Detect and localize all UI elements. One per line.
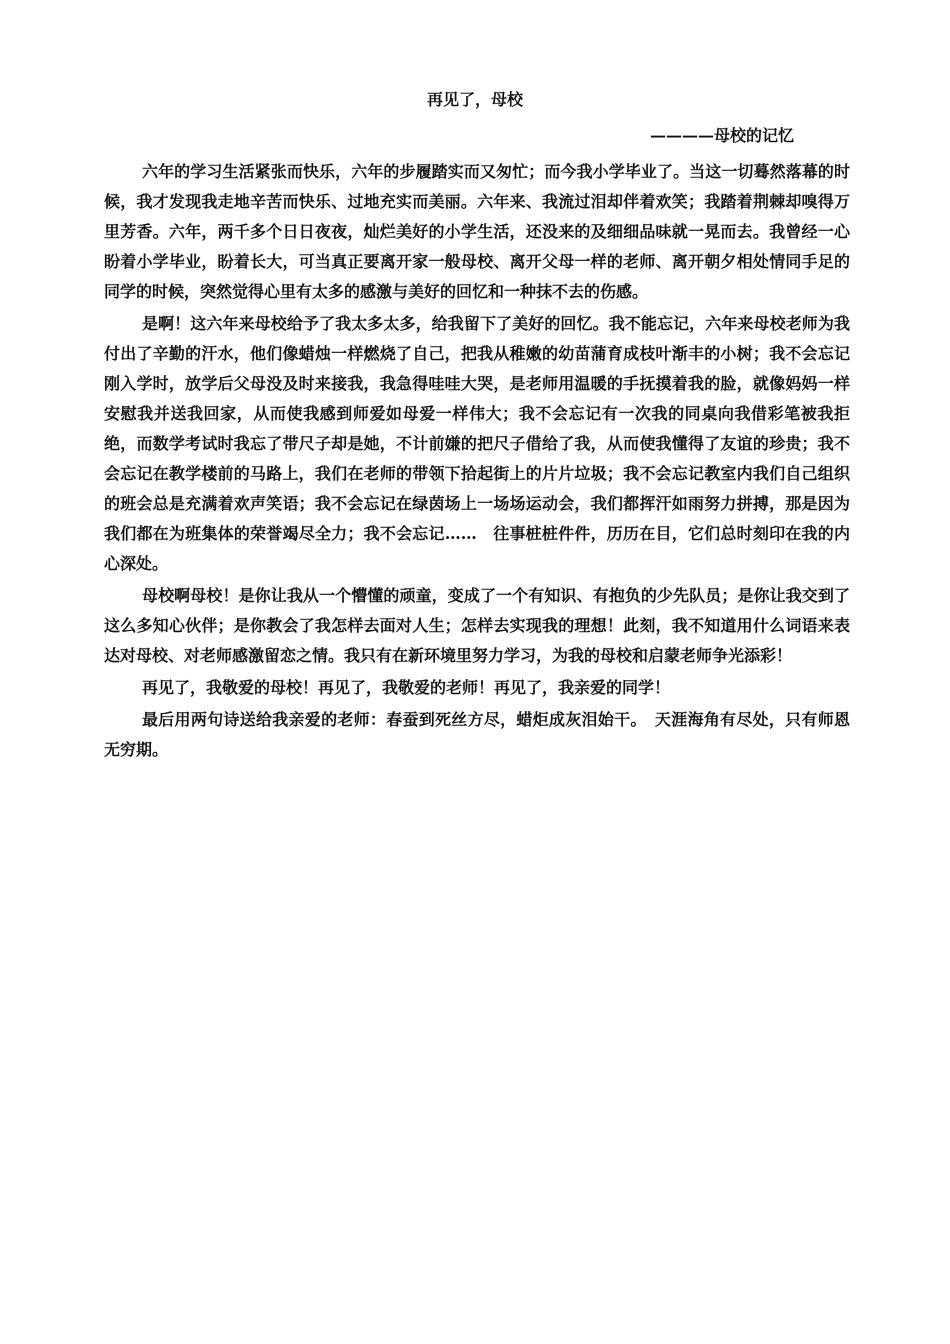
paragraph-5: 最后用两句诗送给我亲爱的老师：春蚕到死丝方尽，蜡炬成灰泪始干。 天涯海角有尽处，只有师恩无穷期。 bbox=[104, 710, 850, 759]
paragraph-2: 是啊！这六年来母校给予了我太多太多，给我留下了美好的回忆。我不能忘记，六年来母校老师为我付出了辛勤的汗水，他们像蜡烛一样燃烧了自己，把我从稚嫩的幼苗蒲育成枝叶渐丰的小树；我不会忘记刚入学时，放学后父母没及时来接我，我急得哇哇大哭，是老师用温暖的手抚摸着我的脸，就像妈妈一样安慰我并送我回家，从而使我感到师爱如母爱一样伟大；我不会忘记有一次我的同桌向我借彩笔被我拒绝，而数学考试时我忘了带尺子却是她，不计前嫌的把尺子借给了我，从而使我懂得了友谊的珍贵；我不会忘记在教学楼前的马路上，我们在老师的带领下拾起街上的片片垃圾；我不会忘记教室内我们自己组织的班会总是充满着欢声笑语；我不会忘记在绿茵场上一场场运动会，我们都挥汗如雨努力拼搏，那是因为我们都在为班集体的荣誉竭尽全力；我不会忘记…… 往事桩桩件件，历历在目，它们总时刻印在我的内心深处。 bbox=[104, 314, 850, 573]
paragraph-1: 六年的学习生活紧张而快乐，六年的步履踏实而又匆忙；而今我小学毕业了。当这一切蓦然落幕的时候，我才发现我走地辛苦而快乐、过地充实而美丽。六年来、我流过泪却伴着欢笑；我踏着荆棘却嗅得万里芳香。六年，两千多个日日夜夜，灿烂美好的小学生活，还没来的及细细品味就一晃而去。我曾经一心盼着小学毕业，盼着长大，可当真正要离开家一般母校、离开父母一样的老师、离开朝夕相处情同手足的同学的时候，突然觉得心里有太多的感激与美好的回忆和一种抹不去的伤感。 bbox=[104, 162, 850, 301]
paragraph-3: 母校啊母校！是你让我从一个懵懂的顽童，变成了一个有知识、有抱负的少先队员；是你让我交到了这么多知心伙伴；是你教会了我怎样去面对人生；怎样去实现我的理想！此刻，我不知道用什么词语来表达对母校、对老师感激留恋之情。我只有在新环境里努力学习，为我的母校和启蒙老师争光添彩！ bbox=[104, 586, 850, 665]
document-subtitle: ————母校的记忆 bbox=[650, 126, 795, 145]
paragraph-4: 再见了，我敬爱的母校！再见了，我敬爱的老师！再见了，我亲爱的同学！ bbox=[142, 678, 671, 697]
document-title: 再见了，母校 bbox=[426, 90, 523, 109]
document-body bbox=[104, 157, 850, 767]
